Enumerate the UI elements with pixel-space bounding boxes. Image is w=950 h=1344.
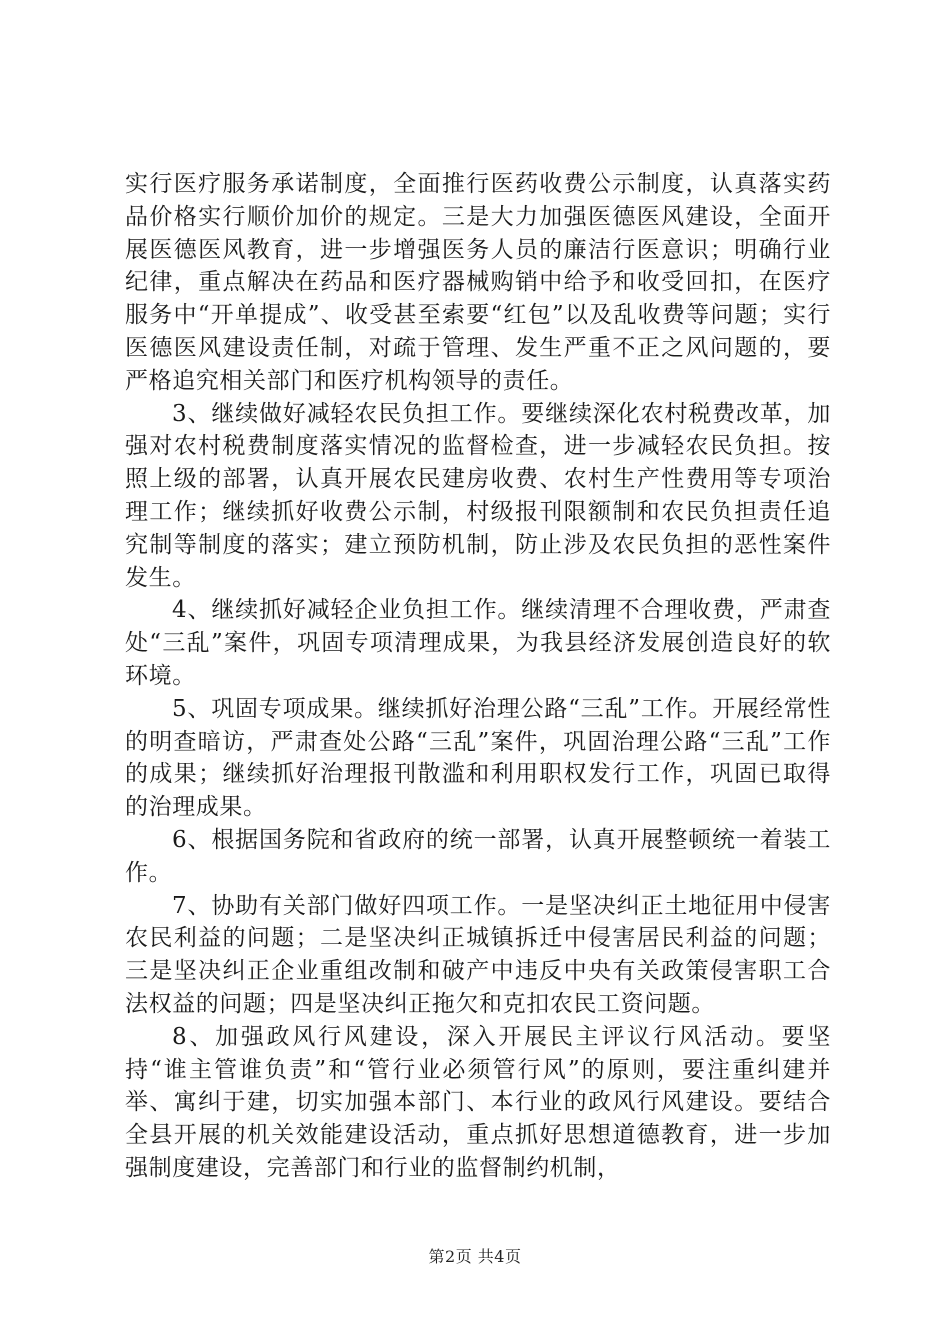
page-number-footer: 第2页 共4页 (428, 1247, 522, 1266)
paragraph-continuation: 实行医疗服务承诺制度，全面推行医药收费公示制度，认真落实药品价格实行顺价加价的规定。三是大力加强医德医风建设，全面开展医德医风教育，进一步增强医务人员的廉洁行医意识；明确行业纪律，重点解决在药品和医疗器械购销中给予和收受回扣，在医疗服务中“开单提成”、收受甚至索要“红包”以及乱收费等问题；实行医德医风建设责任制，对疏于管理、发生严重不正之风问题的，要严格追究相关部门和医疗机构领导的责任。 (125, 171, 831, 394)
paragraph-item-8: 8、加强政风行风建设，深入开展民主评议行风活动。要坚持“谁主管谁负责”和“管行业必须管行风”的原则，要注重纠建并举、寓纠于建，切实加强本部门、本行业的政风行风建设。要结合全县开展的机关效能建设活动，重点抓好思想道德教育，进一步加强制度建设，完善部门和行业的监督制约机制， (125, 1023, 831, 1181)
document-body (125, 168, 831, 1185)
paragraph-item-6: 6、根据国务院和省政府的统一部署，认真开展整顿统一着装工作。 (125, 826, 831, 886)
paragraph-item-5: 5、巩固专项成果。继续抓好治理公路“三乱”工作。开展经常性的明查暗访，严肃查处公路“三乱”案件，巩固治理公路“三乱”工作的成果；继续抓好治理报刊散滥和利用职权发行工作，巩固已取得的治理成果。 (125, 695, 831, 821)
paragraph-item-4: 4、继续抓好减轻企业负担工作。继续清理不合理收费，严肃查处“三乱”案件，巩固专项清理成果，为我县经济发展创造良好的软环境。 (125, 597, 831, 689)
paragraph-item-3: 3、继续做好减轻农民负担工作。要继续深化农村税费改革，加强对农村税费制度落实情况的监督检查，进一步减轻农民负担。按照上级的部署，认真开展农民建房收费、农村生产性费用等专项治理工作；继续抓好收费公示制，村级报刊限额制和农民负担责任追究制等制度的落实；建立预防机制，防止涉及农民负担的恶性案件发生。 (125, 400, 831, 591)
paragraph-item-7: 7、协助有关部门做好四项工作。一是坚决纠正土地征用中侵害农民利益的问题；二是坚决纠正城镇拆迁中侵害居民利益的问题；三是坚决纠正企业重组改制和破产中违反中央有关政策侵害职工合法权益的问题；四是坚决纠正拖欠和克扣农民工资问题。 (125, 892, 831, 1017)
